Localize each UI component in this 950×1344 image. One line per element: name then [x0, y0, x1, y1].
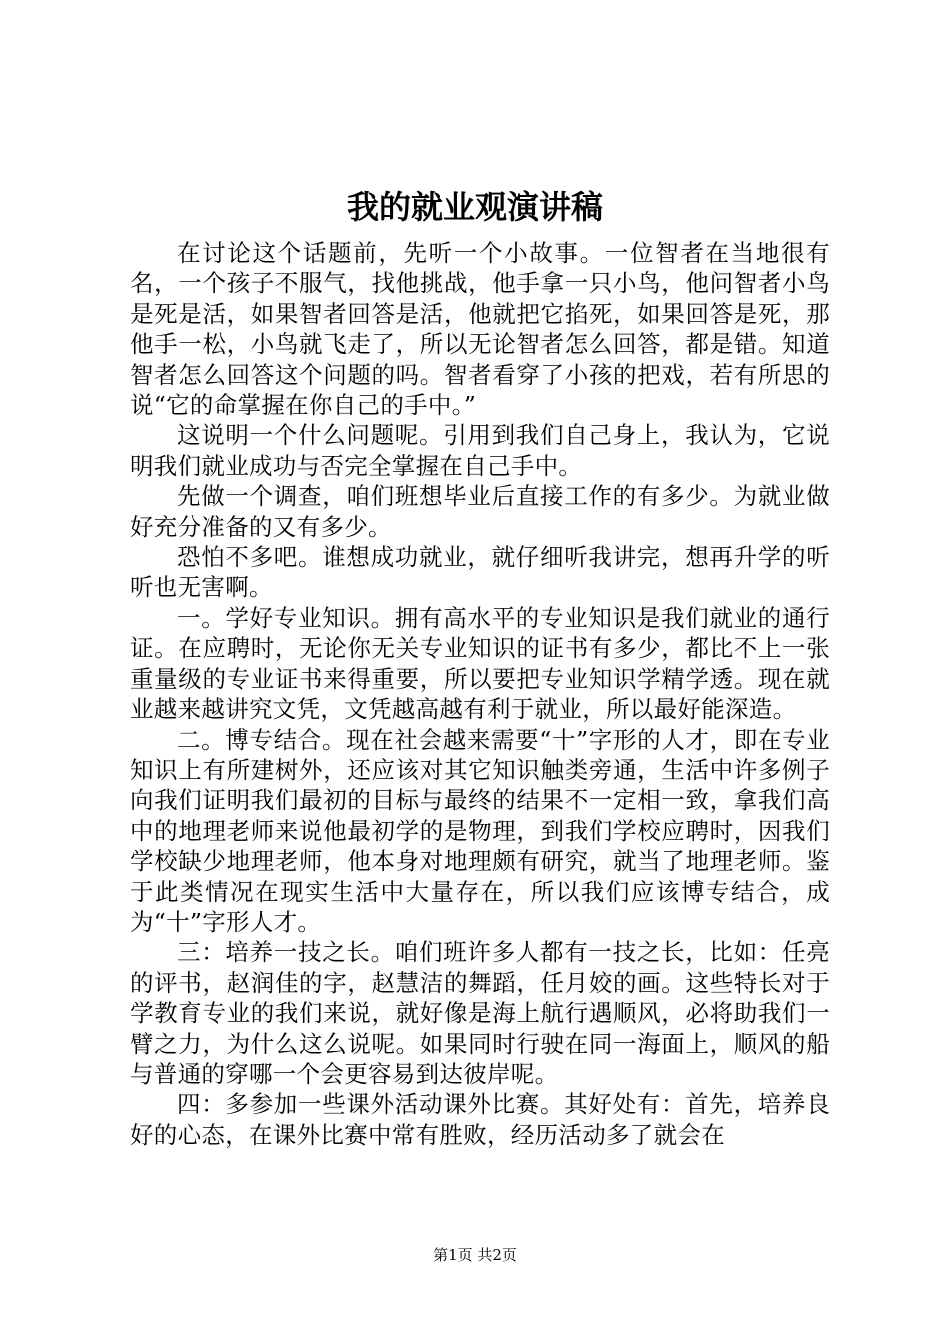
paragraph: 在讨论这个话题前，先听一个小故事。一位智者在当地很有名，一个孩子不服气，找他挑战，他手拿一只小鸟，他问智者小鸟是死是活，如果智者回答是活，他就把它掐死，如果回答是死，那他手一松，小鸟就飞走了，所以无论智者怎么回答，都是错。知道智者怎么回答这个问题的吗。智者看穿了小孩的把戏，若有所思的说“它的命掌握在你自己的手中。” [130, 239, 830, 420]
document-body [130, 238, 830, 1150]
paragraph: 这说明一个什么问题呢。引用到我们自己身上，我认为，它说明我们就业成功与否完全掌握在自己手中。 [130, 421, 830, 480]
paragraph: 二。博专结合。现在社会越来需要“十”字形的人才，即在专业知识上有所建树外，还应该对其它知识触类旁通，生活中许多例子向我们证明我们最初的目标与最终的结果不一定相一致，拿我们高中的地理老师来说他最初学的是物理，到我们学校应聘时，因我们学校缺少地理老师，他本身对地理颇有研究，就当了地理老师。鉴于此类情况在现实生活中大量存在，所以我们应该博专结合，成为“十”字形人才。 [130, 725, 830, 936]
paragraph: 恐怕不多吧。谁想成功就业，就仔细听我讲完，想再升学的听听也无害啊。 [130, 543, 830, 602]
paragraph: 一。学好专业知识。拥有高水平的专业知识是我们就业的通行证。在应聘时，无论你无关专业知识的证书有多少，都比不上一张重量级的专业证书来得重要，所以要把专业知识学精学透。现在就业越来越讲究文凭，文凭越高越有利于就业，所以最好能深造。 [130, 603, 830, 724]
paragraph: 四：多参加一些课外活动课外比赛。其好处有：首先，培养良好的心态，在课外比赛中常有胜败，经历活动多了就会在 [130, 1090, 830, 1149]
paragraph: 先做一个调查，咱们班想毕业后直接工作的有多少。为就业做好充分准备的又有多少。 [130, 482, 830, 541]
page-number-footer: 第1页 共2页 [433, 1246, 517, 1264]
document-title: 我的就业观演讲稿 [346, 188, 603, 226]
paragraph: 三：培养一技之长。咱们班许多人都有一技之长，比如：任亮的评书，赵润佳的字，赵慧洁的舞蹈，任月姣的画。这些特长对于学教育专业的我们来说，就好像是海上航行遇顺风，必将助我们一臂之力，为什么这么说呢。如果同时行驶在同一海面上，顺风的船与普通的穿哪一个会更容易到达彼岸呢。 [130, 938, 830, 1088]
